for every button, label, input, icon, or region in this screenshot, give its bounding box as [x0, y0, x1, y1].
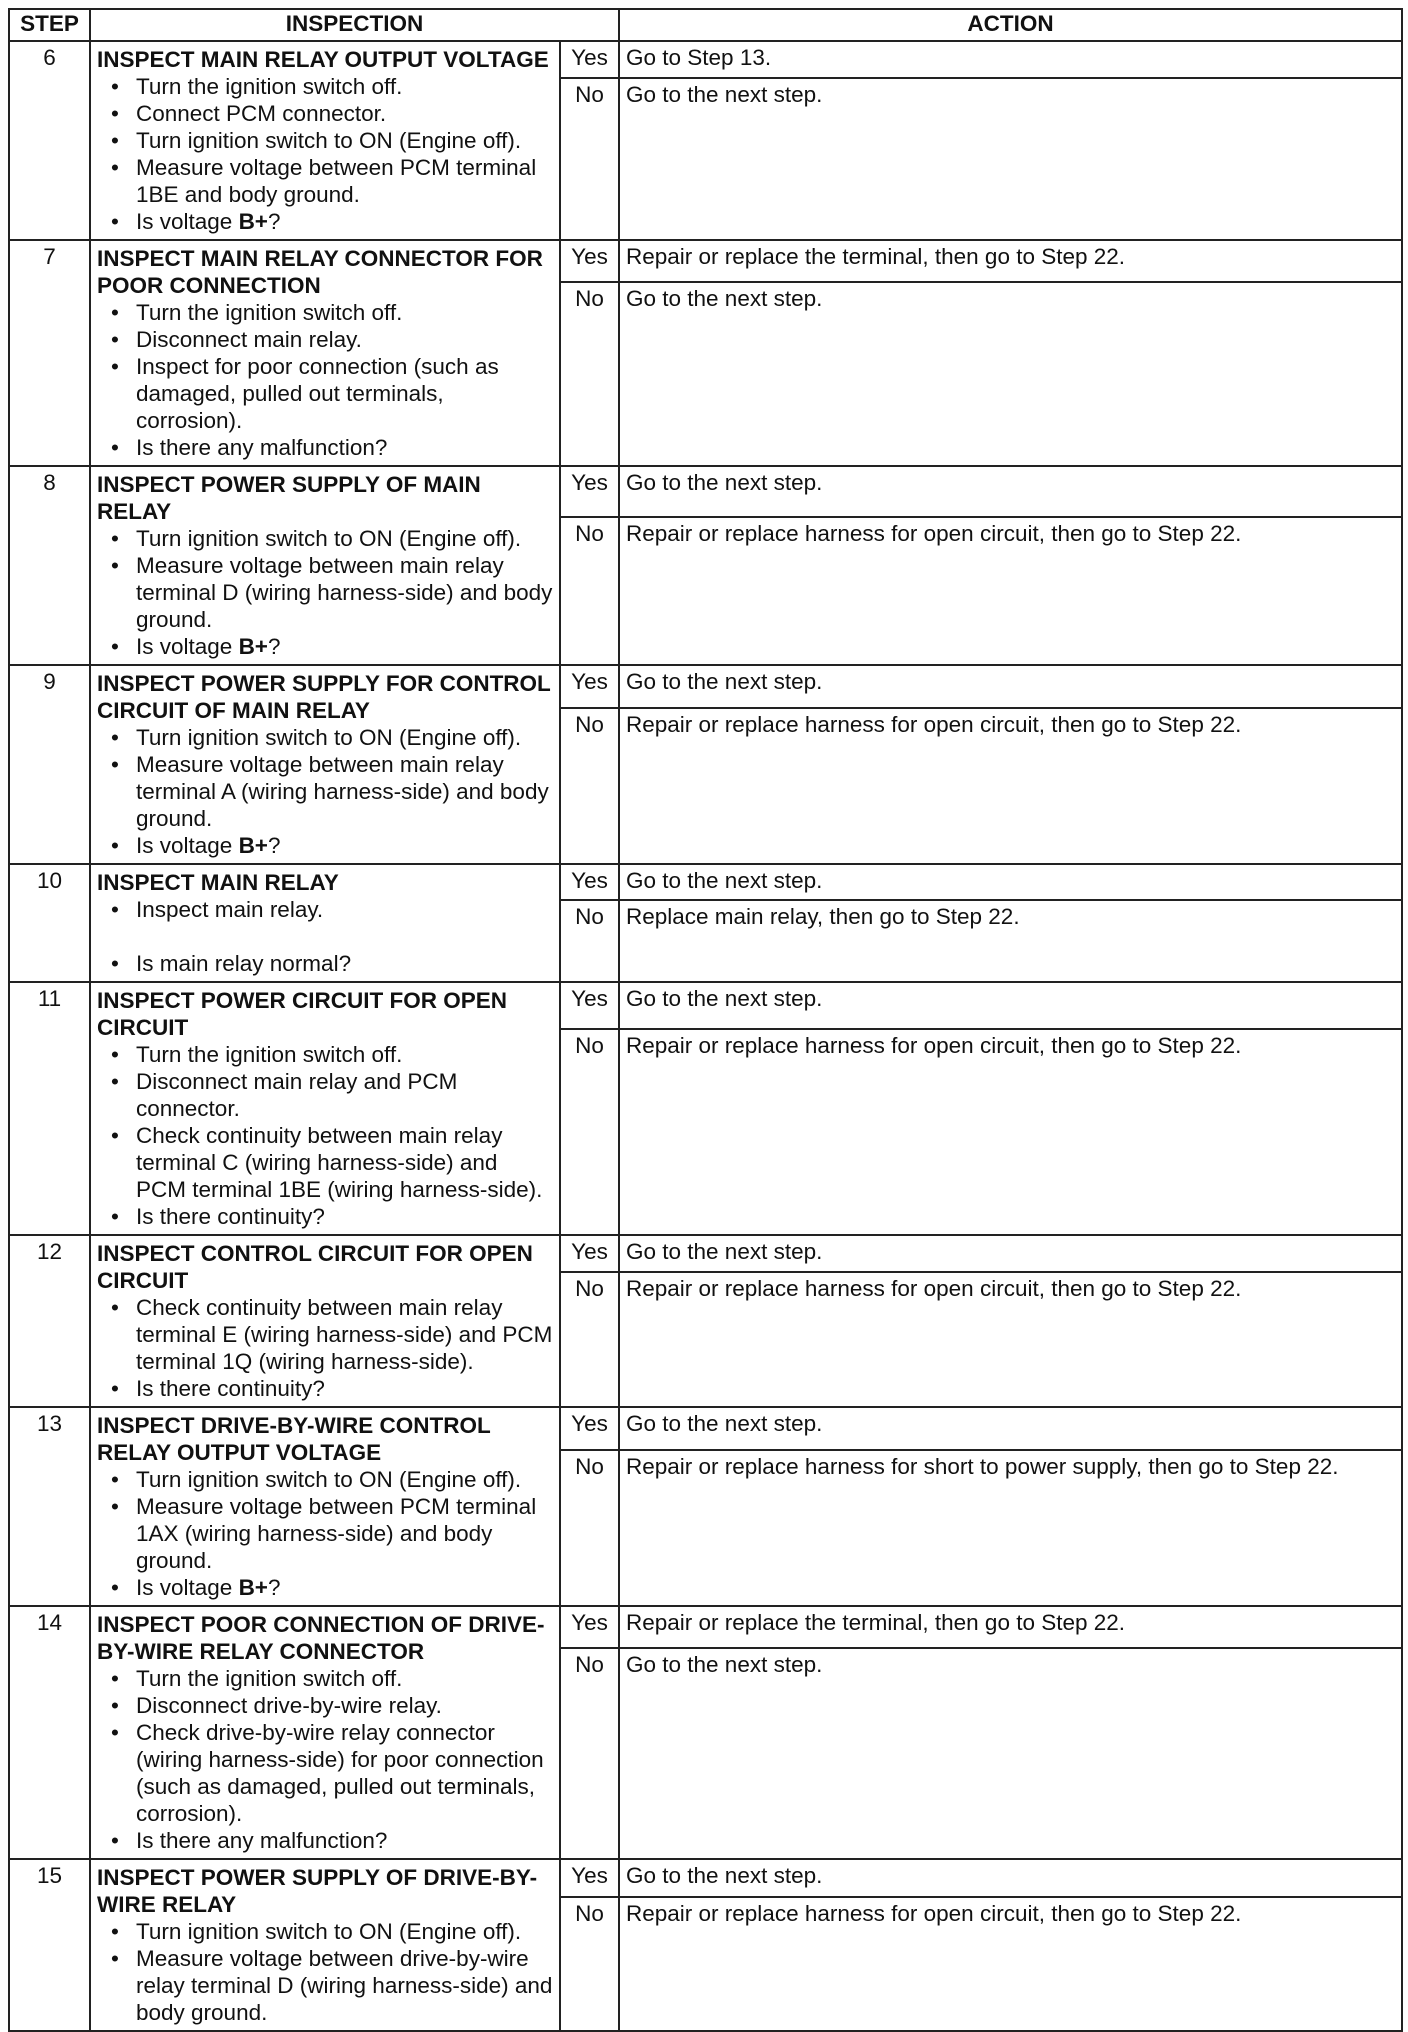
- inspection-check-item: • Turn ignition switch to ON (Engine off).: [111, 525, 553, 552]
- inspection-check-item: • Is there any malfunction?: [111, 434, 553, 461]
- inspection-check-item: • Inspect for poor connection (such as damaged, pulled out terminals, corrosion).: [111, 353, 553, 434]
- inspection-checklist: [97, 1665, 553, 1856]
- no-label: No: [560, 282, 619, 466]
- inspection-cell: [90, 41, 560, 240]
- inspection-checklist: [97, 1466, 553, 1603]
- step-row: [9, 1859, 1402, 1897]
- inspection-checklist: [97, 1294, 553, 1404]
- yes-action: Go to the next step.: [619, 982, 1402, 1029]
- step-number: 9: [9, 665, 90, 864]
- no-action: Replace main relay, then go to Step 22.: [619, 900, 1402, 982]
- inspection-checklist: [97, 896, 553, 979]
- step-rows: [9, 41, 1402, 2031]
- diagnostic-table: [8, 8, 1403, 2032]
- inspection-check-item: • Check continuity between main relay terminal E (wiring harness-side) and PCM terminal 1Q (wiring harness-side).: [111, 1294, 553, 1375]
- yes-label: Yes: [560, 1859, 619, 1897]
- inspection-title: INSPECT MAIN RELAY CONNECTOR FOR POOR CONNECTION: [97, 246, 543, 298]
- yes-action: Go to the next step.: [619, 466, 1402, 517]
- inspection-title: INSPECT CONTROL CIRCUIT FOR OPEN CIRCUIT: [97, 1241, 533, 1293]
- inspection-check-item: • Measure voltage between main relay terminal A (wiring harness-side) and body ground.: [111, 751, 553, 832]
- inspection-check-item: • Disconnect main relay.: [111, 326, 553, 353]
- inspection-cell: [90, 864, 560, 982]
- inspection-check-item: • Is main relay normal?: [111, 950, 553, 977]
- yes-action: Repair or replace the terminal, then go to Step 22.: [619, 240, 1402, 282]
- no-label: No: [560, 1272, 619, 1407]
- inspection-check-item: • Is voltage B+?: [111, 633, 553, 660]
- inspection-cell: [90, 240, 560, 466]
- inspection-check-item: • Turn ignition switch to ON (Engine off).: [111, 1918, 553, 1945]
- inspection-title: INSPECT POWER SUPPLY OF DRIVE-BY-WIRE RELAY: [97, 1865, 538, 1917]
- yes-action: Repair or replace the terminal, then go to Step 22.: [619, 1606, 1402, 1648]
- yes-label: Yes: [560, 864, 619, 900]
- inspection-title: INSPECT POOR CONNECTION OF DRIVE-BY-WIRE RELAY CONNECTOR: [97, 1612, 545, 1664]
- inspection-check-item: • Measure voltage between PCM terminal 1AX (wiring harness-side) and body ground.: [111, 1493, 553, 1574]
- step-number: 7: [9, 240, 90, 466]
- no-action: Repair or replace harness for short to power supply, then go to Step 22.: [619, 1450, 1402, 1606]
- no-label: No: [560, 708, 619, 864]
- inspection-check-item: • Measure voltage between main relay terminal D (wiring harness-side) and body ground.: [111, 552, 553, 633]
- no-action: Repair or replace harness for open circuit, then go to Step 22.: [619, 1272, 1402, 1407]
- inspection-check-item: • Is voltage B+?: [111, 1574, 553, 1601]
- inspection-checklist: [97, 299, 553, 463]
- inspection-check-item: • Turn the ignition switch off.: [111, 299, 553, 326]
- yes-action: Go to Step 13.: [619, 41, 1402, 78]
- no-label: No: [560, 1648, 619, 1859]
- step-number: 12: [9, 1235, 90, 1407]
- yes-label: Yes: [560, 665, 619, 708]
- step-row: [9, 665, 1402, 708]
- inspection-check-item: • Is there any malfunction?: [111, 1827, 553, 1854]
- step-row: [9, 240, 1402, 282]
- step-number: 13: [9, 1407, 90, 1606]
- step-row: [9, 41, 1402, 78]
- yes-label: Yes: [560, 41, 619, 78]
- header-step: STEP: [9, 9, 90, 41]
- step-number: 15: [9, 1859, 90, 2031]
- inspection-check-item: • Disconnect main relay and PCM connector.: [111, 1068, 553, 1122]
- yes-label: Yes: [560, 1606, 619, 1648]
- step-row: [9, 1235, 1402, 1272]
- yes-label: Yes: [560, 1235, 619, 1272]
- step-number: 10: [9, 864, 90, 982]
- inspection-checklist: [97, 1041, 553, 1232]
- inspection-checklist: [97, 73, 553, 237]
- no-action: Repair or replace harness for open circuit, then go to Step 22.: [619, 517, 1402, 665]
- no-label: No: [560, 78, 619, 240]
- step-row: [9, 982, 1402, 1029]
- inspection-cell: [90, 982, 560, 1235]
- inspection-title: INSPECT MAIN RELAY OUTPUT VOLTAGE: [97, 47, 549, 72]
- header-action: ACTION: [619, 9, 1402, 41]
- header-inspection: INSPECTION: [90, 9, 619, 41]
- inspection-check-item: • Turn ignition switch to ON (Engine off).: [111, 1466, 553, 1493]
- step-number: 14: [9, 1606, 90, 1859]
- no-action: Repair or replace harness for open circuit, then go to Step 22.: [619, 1029, 1402, 1235]
- step-number: 11: [9, 982, 90, 1235]
- step-row: [9, 1407, 1402, 1450]
- inspection-check-item: • Turn the ignition switch off.: [111, 1665, 553, 1692]
- inspection-check-item: • Check continuity between main relay terminal C (wiring harness-side) and PCM terminal 1BE (wiring harness-side).: [111, 1122, 553, 1203]
- inspection-check-item: • Is voltage B+?: [111, 832, 553, 859]
- inspection-check-item: • Is there continuity?: [111, 1375, 553, 1402]
- inspection-cell: [90, 466, 560, 665]
- inspection-check-item: • Turn ignition switch to ON (Engine off).: [111, 724, 553, 751]
- inspection-cell: [90, 1859, 560, 2031]
- no-action: Go to the next step.: [619, 282, 1402, 466]
- no-label: No: [560, 1450, 619, 1606]
- inspection-check-item: • Measure voltage between PCM terminal 1BE and body ground.: [111, 154, 553, 208]
- step-number: 8: [9, 466, 90, 665]
- step-row: [9, 864, 1402, 900]
- yes-label: Yes: [560, 240, 619, 282]
- inspection-cell: [90, 1235, 560, 1407]
- no-action: Go to the next step.: [619, 1648, 1402, 1859]
- no-label: No: [560, 900, 619, 982]
- yes-label: Yes: [560, 466, 619, 517]
- inspection-check-item: • Inspect main relay.: [111, 896, 553, 923]
- inspection-cell: [90, 1407, 560, 1606]
- yes-action: Go to the next step.: [619, 1407, 1402, 1450]
- diagnostic-procedure-sheet: [8, 8, 1401, 2032]
- step-row: [9, 1606, 1402, 1648]
- inspection-check-item: • Is voltage B+?: [111, 208, 553, 235]
- inspection-title: INSPECT POWER SUPPLY FOR CONTROL CIRCUIT OF MAIN RELAY: [97, 671, 551, 723]
- inspection-cell: [90, 1606, 560, 1859]
- inspection-cell: [90, 665, 560, 864]
- step-row: [9, 466, 1402, 517]
- inspection-check-item: • Measure voltage between drive-by-wire relay terminal D (wiring harness-side) and body ground.: [111, 1945, 553, 2026]
- inspection-checklist: [97, 1918, 553, 2028]
- no-label: No: [560, 1897, 619, 2031]
- inspection-title: INSPECT DRIVE-BY-WIRE CONTROL RELAY OUTPUT VOLTAGE: [97, 1413, 491, 1465]
- inspection-title: INSPECT MAIN RELAY: [97, 870, 339, 895]
- no-label: No: [560, 517, 619, 665]
- inspection-check-item: • Disconnect drive-by-wire relay.: [111, 1692, 553, 1719]
- yes-label: Yes: [560, 982, 619, 1029]
- inspection-checklist: [97, 724, 553, 861]
- yes-action: Go to the next step.: [619, 665, 1402, 708]
- table-header-row: [9, 9, 1402, 41]
- inspection-title: INSPECT POWER CIRCUIT FOR OPEN CIRCUIT: [97, 988, 508, 1040]
- inspection-check-item: • Connect PCM connector.: [111, 100, 553, 127]
- inspection-checklist: [97, 525, 553, 662]
- step-number: 6: [9, 41, 90, 240]
- inspection-check-item: • Check drive-by-wire relay connector (wiring harness-side) for poor connection (such as damaged, pulled out terminals, corrosion).: [111, 1719, 553, 1827]
- inspection-check-item: • Turn ignition switch to ON (Engine off).: [111, 127, 553, 154]
- inspection-check-item: • Turn the ignition switch off.: [111, 1041, 553, 1068]
- no-label: No: [560, 1029, 619, 1235]
- no-action: Repair or replace harness for open circuit, then go to Step 22.: [619, 1897, 1402, 2031]
- inspection-check-item: • Turn the ignition switch off.: [111, 73, 553, 100]
- no-action: Repair or replace harness for open circuit, then go to Step 22.: [619, 708, 1402, 864]
- inspection-check-item: • Is there continuity?: [111, 1203, 553, 1230]
- no-action: Go to the next step.: [619, 78, 1402, 240]
- yes-label: Yes: [560, 1407, 619, 1450]
- inspection-title: INSPECT POWER SUPPLY OF MAIN RELAY: [97, 472, 481, 524]
- yes-action: Go to the next step.: [619, 1235, 1402, 1272]
- yes-action: Go to the next step.: [619, 1859, 1402, 1897]
- yes-action: Go to the next step.: [619, 864, 1402, 900]
